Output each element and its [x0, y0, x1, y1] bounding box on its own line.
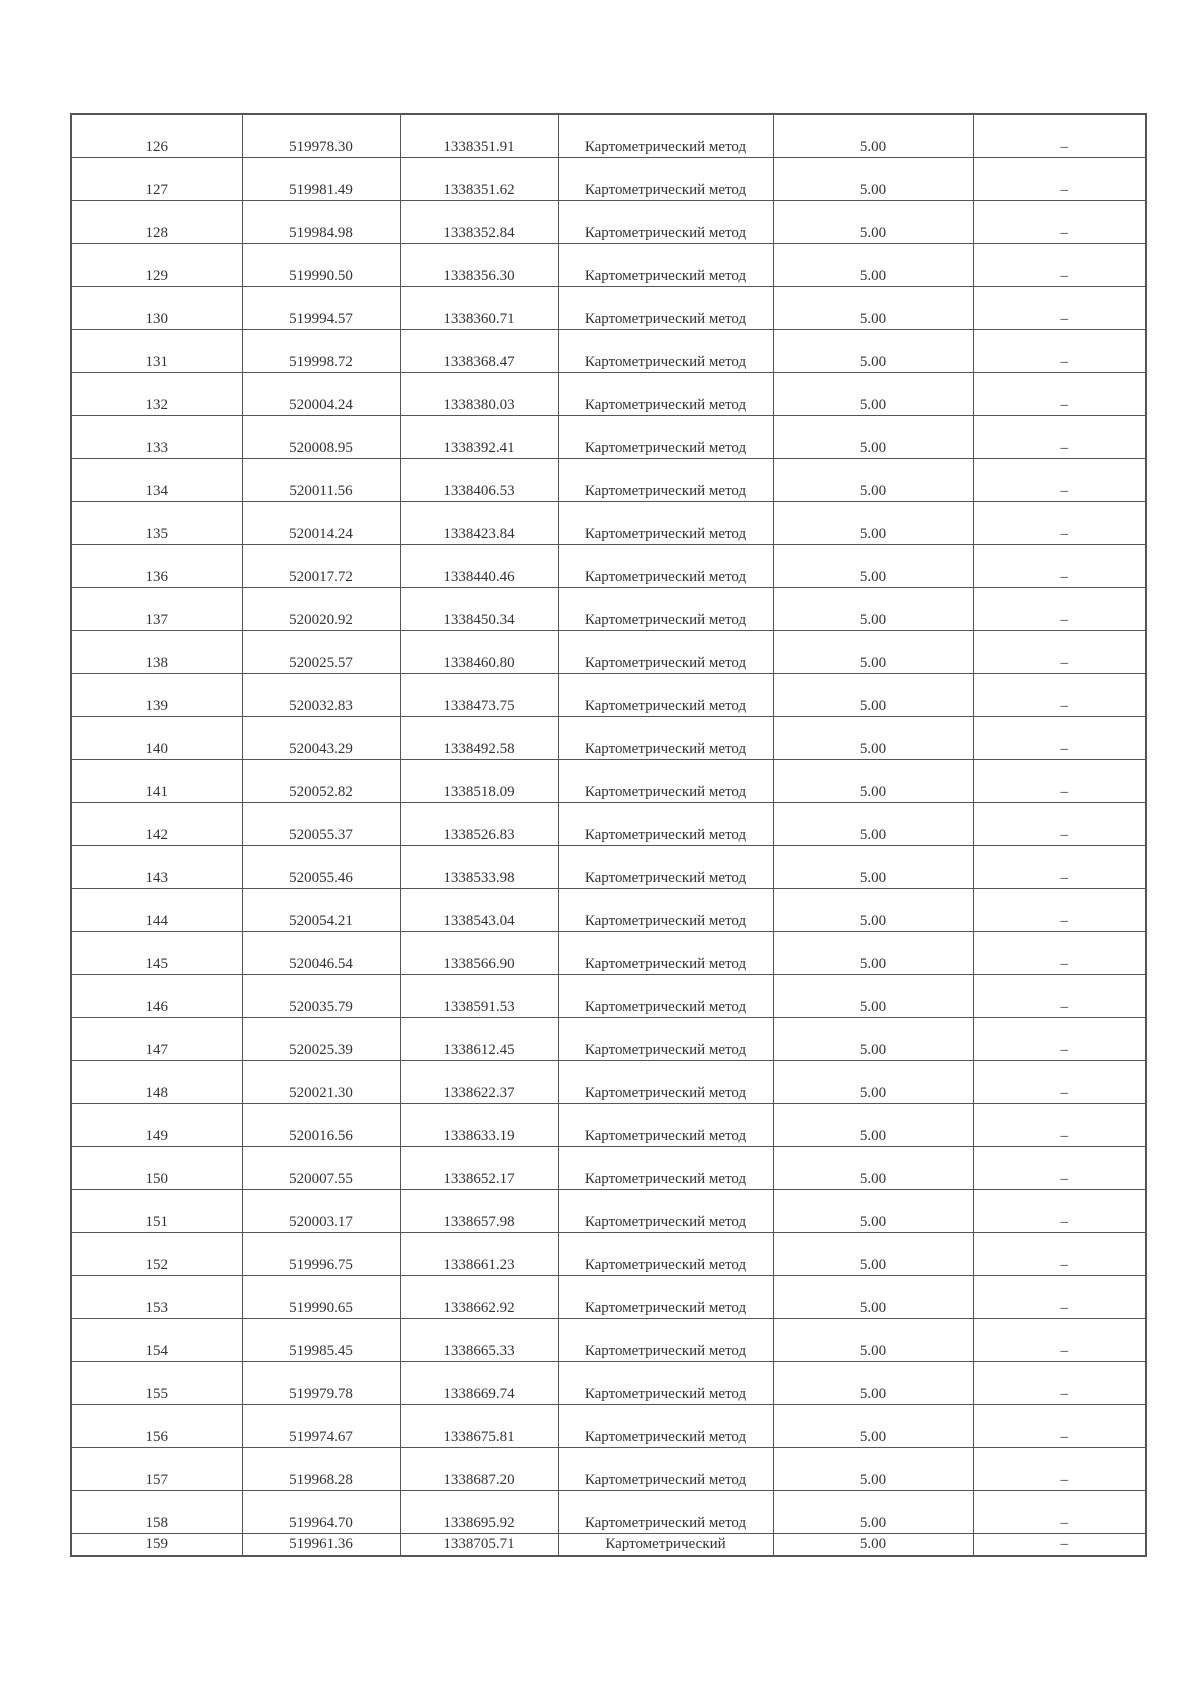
table-row — [71, 458, 1146, 501]
method-cell: Картометрический метод — [558, 243, 773, 286]
table-row — [71, 1404, 1146, 1447]
x-coordinate-cell: 519961.36 — [242, 1533, 400, 1556]
point-number-cell: 144 — [71, 888, 242, 931]
table-row — [71, 544, 1146, 587]
accuracy-cell: 5.00 — [773, 1533, 973, 1556]
note-cell: – — [973, 587, 1146, 630]
x-coordinate-cell: 520004.24 — [242, 372, 400, 415]
y-coordinate-cell: 1338360.71 — [400, 286, 558, 329]
note-cell: – — [973, 458, 1146, 501]
accuracy-cell: 5.00 — [773, 1490, 973, 1533]
y-coordinate-cell: 1338351.91 — [400, 114, 558, 157]
point-number-cell: 159 — [71, 1533, 242, 1556]
y-coordinate-cell: 1338675.81 — [400, 1404, 558, 1447]
note-cell: – — [973, 1533, 1146, 1556]
table-row — [71, 888, 1146, 931]
y-coordinate-cell: 1338591.53 — [400, 974, 558, 1017]
x-coordinate-cell: 520054.21 — [242, 888, 400, 931]
note-cell: – — [973, 1103, 1146, 1146]
table-row — [71, 501, 1146, 544]
y-coordinate-cell: 1338380.03 — [400, 372, 558, 415]
table-row — [71, 243, 1146, 286]
point-number-cell: 128 — [71, 200, 242, 243]
x-coordinate-cell: 519994.57 — [242, 286, 400, 329]
x-coordinate-cell: 519990.65 — [242, 1275, 400, 1318]
method-cell: Картометрический метод — [558, 1232, 773, 1275]
y-coordinate-cell: 1338368.47 — [400, 329, 558, 372]
table-row — [71, 1146, 1146, 1189]
note-cell: – — [973, 1361, 1146, 1404]
point-number-cell: 127 — [71, 157, 242, 200]
accuracy-cell: 5.00 — [773, 1361, 973, 1404]
note-cell: – — [973, 1490, 1146, 1533]
x-coordinate-cell: 520025.39 — [242, 1017, 400, 1060]
y-coordinate-cell: 1338662.92 — [400, 1275, 558, 1318]
y-coordinate-cell: 1338492.58 — [400, 716, 558, 759]
x-coordinate-cell: 520016.56 — [242, 1103, 400, 1146]
note-cell: – — [973, 1275, 1146, 1318]
coordinates-table — [70, 113, 1147, 1557]
table-row — [71, 1533, 1146, 1556]
table-row — [71, 1060, 1146, 1103]
x-coordinate-cell: 519964.70 — [242, 1490, 400, 1533]
accuracy-cell: 5.00 — [773, 501, 973, 544]
point-number-cell: 136 — [71, 544, 242, 587]
method-cell: Картометрический метод — [558, 802, 773, 845]
y-coordinate-cell: 1338351.62 — [400, 157, 558, 200]
note-cell: – — [973, 845, 1146, 888]
table-row — [71, 1103, 1146, 1146]
table-row — [71, 1189, 1146, 1232]
table-row — [71, 931, 1146, 974]
note-cell: – — [973, 931, 1146, 974]
point-number-cell: 158 — [71, 1490, 242, 1533]
table-row — [71, 587, 1146, 630]
accuracy-cell: 5.00 — [773, 716, 973, 759]
y-coordinate-cell: 1338687.20 — [400, 1447, 558, 1490]
table-row — [71, 114, 1146, 157]
note-cell: – — [973, 501, 1146, 544]
point-number-cell: 152 — [71, 1232, 242, 1275]
note-cell: – — [973, 1060, 1146, 1103]
y-coordinate-cell: 1338473.75 — [400, 673, 558, 716]
y-coordinate-cell: 1338652.17 — [400, 1146, 558, 1189]
accuracy-cell: 5.00 — [773, 1189, 973, 1232]
method-cell: Картометрический метод — [558, 673, 773, 716]
point-number-cell: 141 — [71, 759, 242, 802]
accuracy-cell: 5.00 — [773, 845, 973, 888]
method-cell: Картометрический метод — [558, 329, 773, 372]
method-cell: Картометрический метод — [558, 458, 773, 501]
method-cell: Картометрический метод — [558, 1447, 773, 1490]
method-cell: Картометрический метод — [558, 1017, 773, 1060]
note-cell: – — [973, 200, 1146, 243]
method-cell: Картометрический метод — [558, 931, 773, 974]
y-coordinate-cell: 1338392.41 — [400, 415, 558, 458]
x-coordinate-cell: 520021.30 — [242, 1060, 400, 1103]
accuracy-cell: 5.00 — [773, 372, 973, 415]
method-cell: Картометрический метод — [558, 1146, 773, 1189]
point-number-cell: 134 — [71, 458, 242, 501]
y-coordinate-cell: 1338460.80 — [400, 630, 558, 673]
y-coordinate-cell: 1338566.90 — [400, 931, 558, 974]
x-coordinate-cell: 519968.28 — [242, 1447, 400, 1490]
accuracy-cell: 5.00 — [773, 931, 973, 974]
point-number-cell: 156 — [71, 1404, 242, 1447]
point-number-cell: 143 — [71, 845, 242, 888]
point-number-cell: 135 — [71, 501, 242, 544]
x-coordinate-cell: 519985.45 — [242, 1318, 400, 1361]
accuracy-cell: 5.00 — [773, 1060, 973, 1103]
point-number-cell: 132 — [71, 372, 242, 415]
x-coordinate-cell: 520007.55 — [242, 1146, 400, 1189]
point-number-cell: 150 — [71, 1146, 242, 1189]
accuracy-cell: 5.00 — [773, 1404, 973, 1447]
note-cell: – — [973, 372, 1146, 415]
y-coordinate-cell: 1338440.46 — [400, 544, 558, 587]
accuracy-cell: 5.00 — [773, 1447, 973, 1490]
accuracy-cell: 5.00 — [773, 200, 973, 243]
table-row — [71, 1361, 1146, 1404]
method-cell: Картометрический метод — [558, 1189, 773, 1232]
table-row — [71, 716, 1146, 759]
method-cell: Картометрический метод — [558, 630, 773, 673]
method-cell: Картометрический метод — [558, 716, 773, 759]
note-cell: – — [973, 1017, 1146, 1060]
y-coordinate-cell: 1338612.45 — [400, 1017, 558, 1060]
y-coordinate-cell: 1338705.71 — [400, 1533, 558, 1556]
y-coordinate-cell: 1338657.98 — [400, 1189, 558, 1232]
method-cell: Картометрический метод — [558, 974, 773, 1017]
note-cell: – — [973, 802, 1146, 845]
accuracy-cell: 5.00 — [773, 114, 973, 157]
x-coordinate-cell: 520014.24 — [242, 501, 400, 544]
accuracy-cell: 5.00 — [773, 329, 973, 372]
x-coordinate-cell: 520055.46 — [242, 845, 400, 888]
y-coordinate-cell: 1338543.04 — [400, 888, 558, 931]
x-coordinate-cell: 519984.98 — [242, 200, 400, 243]
note-cell: – — [973, 974, 1146, 1017]
method-cell: Картометрический метод — [558, 544, 773, 587]
method-cell: Картометрический метод — [558, 759, 773, 802]
x-coordinate-cell: 520043.29 — [242, 716, 400, 759]
point-number-cell: 157 — [71, 1447, 242, 1490]
point-number-cell: 154 — [71, 1318, 242, 1361]
method-cell: Картометрический метод — [558, 1060, 773, 1103]
accuracy-cell: 5.00 — [773, 1232, 973, 1275]
table-row — [71, 1490, 1146, 1533]
accuracy-cell: 5.00 — [773, 286, 973, 329]
method-cell: Картометрический метод — [558, 1318, 773, 1361]
x-coordinate-cell: 520017.72 — [242, 544, 400, 587]
table-row — [71, 974, 1146, 1017]
method-cell: Картометрический метод — [558, 1490, 773, 1533]
accuracy-cell: 5.00 — [773, 415, 973, 458]
point-number-cell: 130 — [71, 286, 242, 329]
note-cell: – — [973, 1189, 1146, 1232]
table-row — [71, 1017, 1146, 1060]
x-coordinate-cell: 520052.82 — [242, 759, 400, 802]
x-coordinate-cell: 520008.95 — [242, 415, 400, 458]
point-number-cell: 155 — [71, 1361, 242, 1404]
table-row — [71, 1318, 1146, 1361]
table-row — [71, 759, 1146, 802]
y-coordinate-cell: 1338518.09 — [400, 759, 558, 802]
method-cell: Картометрический метод — [558, 157, 773, 200]
y-coordinate-cell: 1338526.83 — [400, 802, 558, 845]
x-coordinate-cell: 519979.78 — [242, 1361, 400, 1404]
table-row — [71, 1447, 1146, 1490]
x-coordinate-cell: 520035.79 — [242, 974, 400, 1017]
method-cell: Картометрический метод — [558, 845, 773, 888]
note-cell: – — [973, 544, 1146, 587]
x-coordinate-cell: 520020.92 — [242, 587, 400, 630]
method-cell: Картометрический метод — [558, 286, 773, 329]
x-coordinate-cell: 520025.57 — [242, 630, 400, 673]
y-coordinate-cell: 1338665.33 — [400, 1318, 558, 1361]
note-cell: – — [973, 1146, 1146, 1189]
x-coordinate-cell: 520003.17 — [242, 1189, 400, 1232]
note-cell: – — [973, 157, 1146, 200]
accuracy-cell: 5.00 — [773, 673, 973, 716]
accuracy-cell: 5.00 — [773, 630, 973, 673]
accuracy-cell: 5.00 — [773, 1017, 973, 1060]
accuracy-cell: 5.00 — [773, 458, 973, 501]
note-cell: – — [973, 673, 1146, 716]
y-coordinate-cell: 1338661.23 — [400, 1232, 558, 1275]
table-row — [71, 329, 1146, 372]
point-number-cell: 146 — [71, 974, 242, 1017]
x-coordinate-cell: 520055.37 — [242, 802, 400, 845]
accuracy-cell: 5.00 — [773, 1275, 973, 1318]
point-number-cell: 138 — [71, 630, 242, 673]
y-coordinate-cell: 1338633.19 — [400, 1103, 558, 1146]
point-number-cell: 142 — [71, 802, 242, 845]
point-number-cell: 126 — [71, 114, 242, 157]
note-cell: – — [973, 716, 1146, 759]
method-cell: Картометрический метод — [558, 372, 773, 415]
x-coordinate-cell: 519990.50 — [242, 243, 400, 286]
method-cell: Картометрический метод — [558, 1103, 773, 1146]
table-row — [71, 630, 1146, 673]
table-row — [71, 415, 1146, 458]
accuracy-cell: 5.00 — [773, 1146, 973, 1189]
accuracy-cell: 5.00 — [773, 888, 973, 931]
method-cell: Картометрический метод — [558, 888, 773, 931]
accuracy-cell: 5.00 — [773, 587, 973, 630]
x-coordinate-cell: 520011.56 — [242, 458, 400, 501]
point-number-cell: 147 — [71, 1017, 242, 1060]
table-row — [71, 1232, 1146, 1275]
note-cell: – — [973, 759, 1146, 802]
y-coordinate-cell: 1338352.84 — [400, 200, 558, 243]
x-coordinate-cell: 520046.54 — [242, 931, 400, 974]
table-row — [71, 845, 1146, 888]
accuracy-cell: 5.00 — [773, 974, 973, 1017]
point-number-cell: 153 — [71, 1275, 242, 1318]
note-cell: – — [973, 1318, 1146, 1361]
y-coordinate-cell: 1338669.74 — [400, 1361, 558, 1404]
y-coordinate-cell: 1338533.98 — [400, 845, 558, 888]
note-cell: – — [973, 415, 1146, 458]
accuracy-cell: 5.00 — [773, 1103, 973, 1146]
method-cell: Картометрический метод — [558, 1275, 773, 1318]
accuracy-cell: 5.00 — [773, 243, 973, 286]
table-row — [71, 286, 1146, 329]
point-number-cell: 137 — [71, 587, 242, 630]
table-row — [71, 372, 1146, 415]
y-coordinate-cell: 1338423.84 — [400, 501, 558, 544]
point-number-cell: 140 — [71, 716, 242, 759]
accuracy-cell: 5.00 — [773, 759, 973, 802]
table-row — [71, 157, 1146, 200]
point-number-cell: 131 — [71, 329, 242, 372]
accuracy-cell: 5.00 — [773, 1318, 973, 1361]
point-number-cell: 129 — [71, 243, 242, 286]
note-cell: – — [973, 888, 1146, 931]
method-cell: Картометрический метод — [558, 200, 773, 243]
y-coordinate-cell: 1338450.34 — [400, 587, 558, 630]
x-coordinate-cell: 519996.75 — [242, 1232, 400, 1275]
point-number-cell: 149 — [71, 1103, 242, 1146]
method-cell: Картометрический метод — [558, 587, 773, 630]
x-coordinate-cell: 519974.67 — [242, 1404, 400, 1447]
accuracy-cell: 5.00 — [773, 157, 973, 200]
note-cell: – — [973, 286, 1146, 329]
point-number-cell: 148 — [71, 1060, 242, 1103]
x-coordinate-cell: 520032.83 — [242, 673, 400, 716]
note-cell: – — [973, 630, 1146, 673]
note-cell: – — [973, 1404, 1146, 1447]
method-cell: Картометрический метод — [558, 1404, 773, 1447]
table-row — [71, 200, 1146, 243]
y-coordinate-cell: 1338356.30 — [400, 243, 558, 286]
y-coordinate-cell: 1338406.53 — [400, 458, 558, 501]
note-cell: – — [973, 243, 1146, 286]
accuracy-cell: 5.00 — [773, 544, 973, 587]
note-cell: – — [973, 114, 1146, 157]
method-cell: Картометрический метод — [558, 501, 773, 544]
note-cell: – — [973, 1232, 1146, 1275]
table-row — [71, 1275, 1146, 1318]
accuracy-cell: 5.00 — [773, 802, 973, 845]
point-number-cell: 151 — [71, 1189, 242, 1232]
note-cell: – — [973, 1447, 1146, 1490]
table-row — [71, 673, 1146, 716]
point-number-cell: 145 — [71, 931, 242, 974]
point-number-cell: 133 — [71, 415, 242, 458]
x-coordinate-cell: 519981.49 — [242, 157, 400, 200]
method-cell: Картометрический метод — [558, 1361, 773, 1404]
x-coordinate-cell: 519978.30 — [242, 114, 400, 157]
table-row — [71, 802, 1146, 845]
method-cell: Картометрический метод — [558, 114, 773, 157]
method-cell: Картометрический — [558, 1533, 773, 1556]
method-cell: Картометрический метод — [558, 415, 773, 458]
table-body — [71, 114, 1146, 1556]
y-coordinate-cell: 1338695.92 — [400, 1490, 558, 1533]
note-cell: – — [973, 329, 1146, 372]
point-number-cell: 139 — [71, 673, 242, 716]
y-coordinate-cell: 1338622.37 — [400, 1060, 558, 1103]
x-coordinate-cell: 519998.72 — [242, 329, 400, 372]
